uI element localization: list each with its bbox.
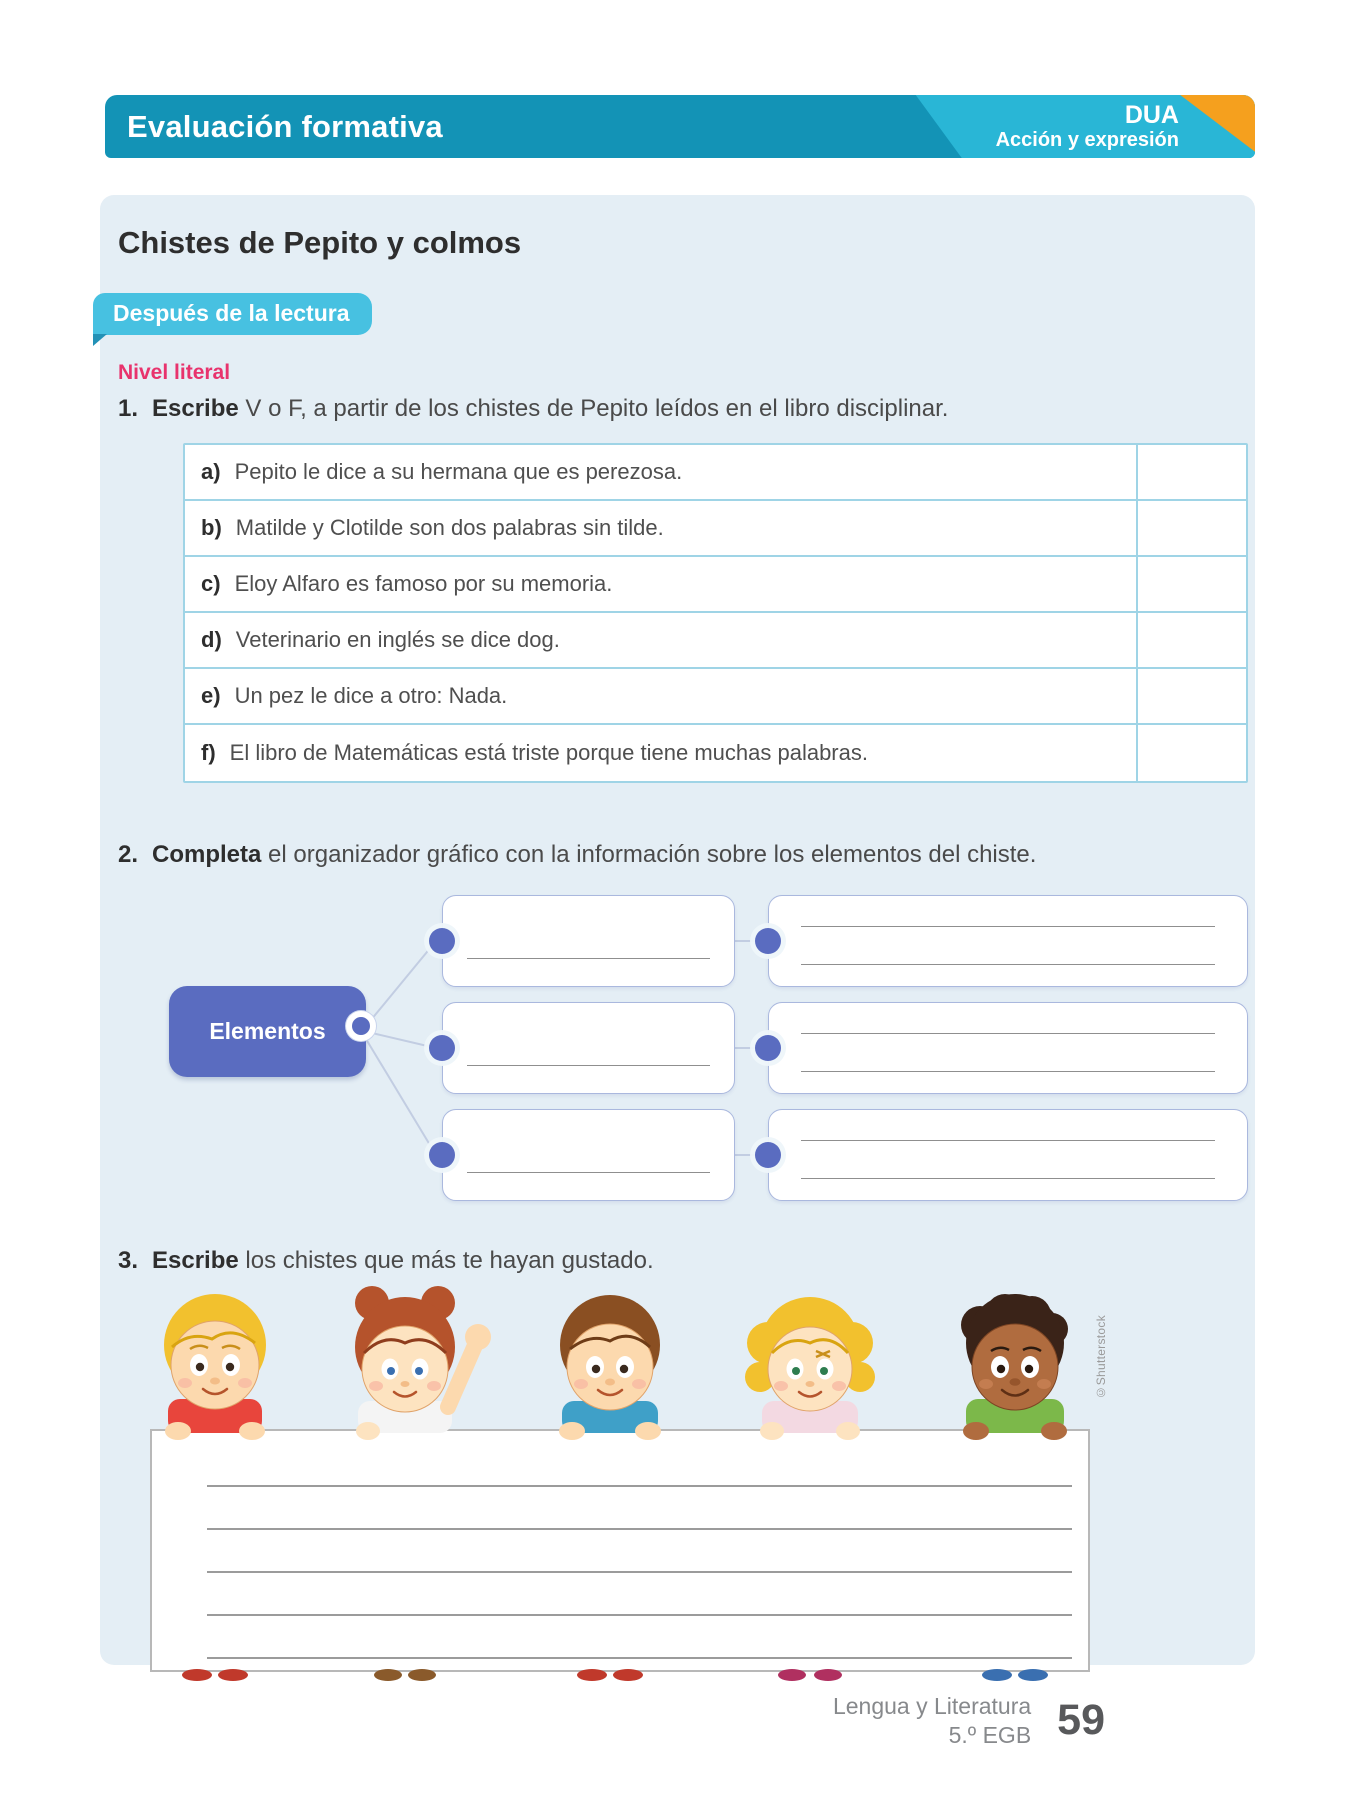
write-line	[801, 926, 1215, 927]
organizer-detail-box-1[interactable]	[768, 895, 1248, 987]
level-label: Nivel literal	[118, 361, 231, 384]
photo-credit: ©Shutterstock	[1094, 1315, 1108, 1400]
table-row	[185, 669, 1246, 725]
vf-answer-cell[interactable]	[1136, 613, 1246, 667]
header-bar	[105, 95, 1255, 158]
statement-cell: d) Veterinario en inglés se dice dog.	[201, 627, 560, 652]
statement-cell: a) Pepito le dice a su hermana que es perezosa.	[201, 459, 683, 484]
page-title: Evaluación formativa	[127, 109, 443, 144]
write-line	[467, 958, 710, 959]
table-row	[185, 557, 1246, 613]
bullet-dot-icon	[429, 928, 455, 954]
activity1-number: 1.	[118, 395, 139, 422]
write-line	[467, 1065, 710, 1066]
bullet-dot-icon	[755, 928, 781, 954]
write-line	[207, 1528, 1072, 1530]
statement-cell: c) Eloy Alfaro es famoso por su memoria.	[201, 571, 613, 596]
write-line	[207, 1614, 1072, 1616]
page-footer	[100, 1692, 1105, 1750]
subject-label: Lengua y Literatura	[832, 1693, 1032, 1719]
dua-badge	[996, 102, 1179, 152]
statement-cell: e) Un pez le dice a otro: Nada.	[201, 683, 508, 708]
activity2-text: Completa el organizador gráfico con la información sobre los elementos del chiste.	[152, 841, 1037, 868]
statement-cell: f) El libro de Matemáticas está triste porque tiene muchas palabras.	[201, 740, 868, 765]
write-line	[207, 1657, 1072, 1659]
illustration-zone	[100, 1281, 1255, 1681]
dua-title: DUA	[1124, 101, 1179, 129]
activity-card	[100, 195, 1255, 1665]
write-line	[801, 1178, 1215, 1179]
organizer-detail-box-3[interactable]	[768, 1109, 1248, 1201]
table-row	[185, 445, 1246, 501]
organizer-element-box-3[interactable]	[442, 1109, 735, 1201]
write-line	[801, 1140, 1215, 1141]
vf-answer-cell[interactable]	[1136, 557, 1246, 611]
activity3-number: 3.	[118, 1247, 139, 1274]
vf-answer-cell[interactable]	[1136, 669, 1246, 723]
write-line	[207, 1571, 1072, 1573]
hub-connector-icon	[346, 1011, 376, 1041]
activity1-text: Escribe V o F, a partir de los chistes de Pepito leídos en el libro disciplinar.	[152, 395, 949, 422]
organizer-hub: Elementos	[169, 986, 366, 1077]
lesson-title: Chistes de Pepito y colmos	[118, 225, 522, 260]
activity1-instruction	[118, 395, 1255, 423]
organizer-element-box-2[interactable]	[442, 1002, 735, 1094]
write-line	[801, 1071, 1215, 1072]
write-line	[467, 1172, 710, 1173]
bullet-dot-icon	[429, 1142, 455, 1168]
activity3-text: Escribe los chistes que más te hayan gustado.	[152, 1247, 654, 1274]
bullet-dot-icon	[429, 1035, 455, 1061]
vf-answer-cell[interactable]	[1136, 725, 1246, 781]
vf-answer-cell[interactable]	[1136, 501, 1246, 555]
write-line	[207, 1485, 1072, 1487]
book-imprint	[833, 1692, 1031, 1750]
activity2-instruction	[118, 841, 1255, 869]
statement-cell: b) Matilde y Clotilde son dos palabras sin tilde.	[201, 515, 664, 540]
true-false-table	[183, 443, 1248, 783]
graphic-organizer	[100, 887, 1255, 1217]
write-line	[801, 1033, 1215, 1034]
table-row	[185, 613, 1246, 669]
activity3-instruction	[118, 1247, 1255, 1275]
grade-label: 5.º EGB	[948, 1721, 1032, 1748]
joke-writing-area[interactable]	[150, 1429, 1090, 1672]
reading-stage-badge: Después de la lectura	[93, 293, 372, 335]
vf-answer-cell[interactable]	[1136, 445, 1246, 499]
table-row	[185, 725, 1246, 781]
dua-subtitle: Acción y expresión	[995, 129, 1179, 151]
write-line	[801, 964, 1215, 965]
table-row	[185, 501, 1246, 557]
activity2-number: 2.	[118, 841, 139, 868]
bullet-dot-icon	[755, 1142, 781, 1168]
page-number: 59	[1057, 1696, 1105, 1745]
organizer-element-box-1[interactable]	[442, 895, 735, 987]
organizer-detail-box-2[interactable]	[768, 1002, 1248, 1094]
bullet-dot-icon	[755, 1035, 781, 1061]
